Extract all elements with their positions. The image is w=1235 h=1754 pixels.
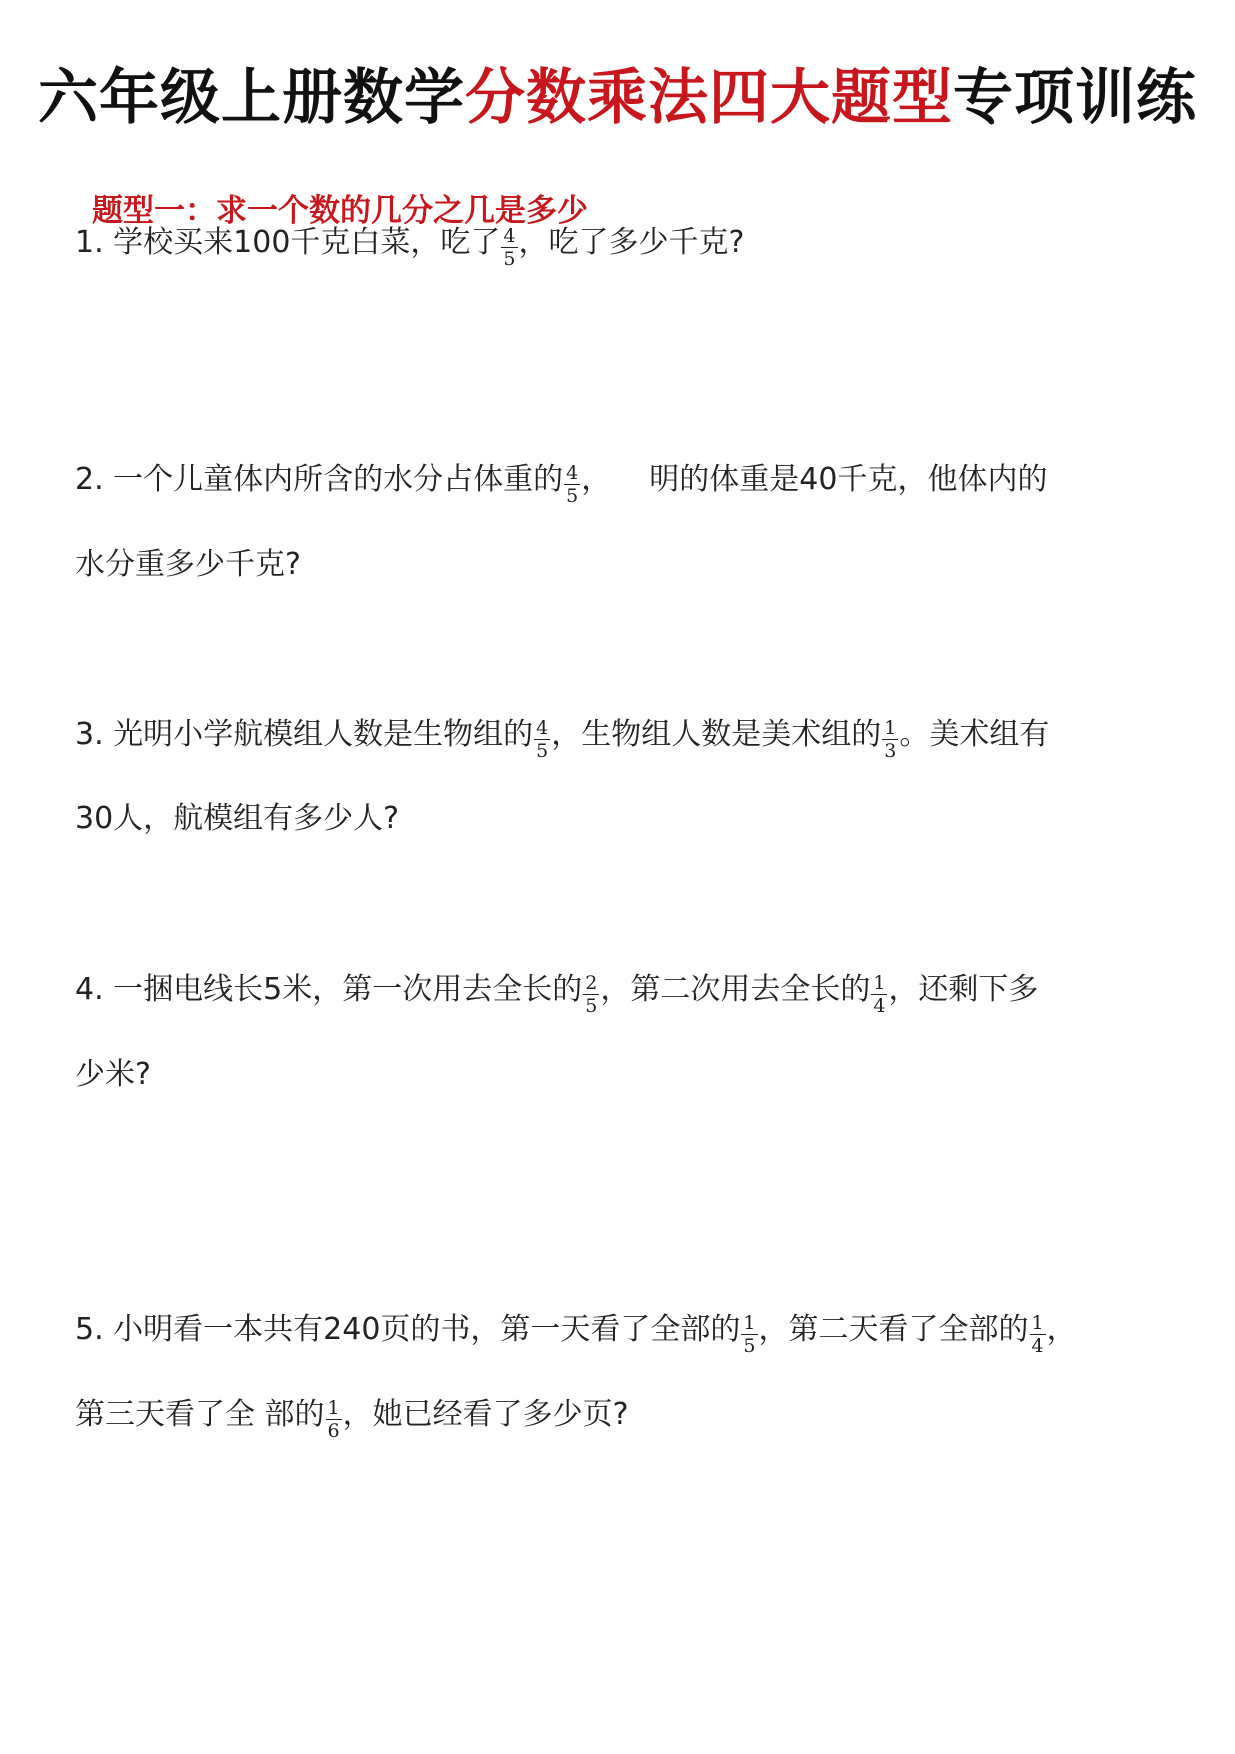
fraction-numerator: 4: [503, 225, 516, 247]
fraction-denominator: 6: [327, 1420, 340, 1442]
question-text: 30人，航模组有多少人?: [75, 801, 400, 836]
fraction-numerator: 1: [1031, 1312, 1044, 1334]
question-text: ，吃了多少千克?: [518, 225, 745, 260]
question-text: ，还剩下多: [888, 972, 1039, 1007]
page-title: [0, 58, 1235, 138]
question-5-line-2: [75, 1388, 629, 1442]
title-part-1: 六年级上册数学: [38, 63, 465, 133]
fraction: [501, 226, 517, 269]
fraction: [871, 973, 887, 1016]
fraction-denominator: 5: [566, 485, 579, 507]
fraction: [741, 1313, 757, 1356]
fraction-denominator: 4: [873, 995, 886, 1017]
question-5-line-1: [75, 1303, 1077, 1357]
fraction-numerator: 1: [873, 972, 886, 994]
question-3-line-1: [75, 708, 1049, 762]
fraction-denominator: 5: [536, 740, 549, 762]
question-text: 4. 一捆电线长5米，第一次用去全长的: [75, 972, 583, 1007]
question-text: 1. 学校买来100千克白菜，吃了: [75, 225, 501, 260]
fraction-numerator: 2: [585, 972, 598, 994]
question-text: ，第二次用去全长的: [600, 972, 871, 1007]
question-3-line-2: [75, 792, 399, 846]
question-text: ，: [1046, 1312, 1077, 1347]
question-2-line-2: [75, 538, 301, 592]
fraction: [1030, 1313, 1046, 1356]
fraction: [583, 973, 599, 1016]
fraction-numerator: 1: [743, 1312, 756, 1334]
fraction-denominator: 5: [503, 248, 516, 270]
fraction-denominator: 3: [884, 740, 897, 762]
question-text: ，生物组人数是美术组的: [551, 717, 882, 752]
fraction: [882, 718, 898, 761]
question-text: 5. 小明看一本共有240页的书，第一天看了全部的: [75, 1312, 741, 1347]
question-text: 少米?: [75, 1057, 151, 1092]
fraction-numerator: 1: [327, 1397, 340, 1419]
question-text: 水分重多少千克?: [75, 547, 301, 582]
question-text: 2. 一个儿童体内所含的水分占体重的: [75, 462, 564, 497]
question-4-line-1: [75, 963, 1038, 1017]
fraction-numerator: 1: [884, 717, 897, 739]
fraction-denominator: 5: [743, 1335, 756, 1357]
fraction-denominator: 5: [585, 995, 598, 1017]
fraction-numerator: 4: [566, 462, 579, 484]
fraction-numerator: 4: [536, 717, 549, 739]
fraction: [326, 1398, 342, 1441]
question-text: 第三天看了全 部的: [75, 1397, 325, 1432]
fraction: [564, 463, 580, 506]
question-text: ，她已经看了多少页?: [342, 1397, 629, 1432]
title-part-3: 专项训练: [953, 63, 1197, 133]
question-2-line-1: [75, 453, 1047, 507]
question-text: ，: [581, 462, 612, 497]
question-1-line-1: [75, 216, 744, 270]
title-part-2-highlight: 分数乘法四大题型: [465, 63, 953, 133]
section-heading-type-1: 题型一：求一个数的几分之几是多少: [92, 193, 588, 229]
question-4-line-2: [75, 1048, 151, 1102]
fraction: [534, 718, 550, 761]
question-text: 。美术组有: [899, 717, 1050, 752]
question-text: 3. 光明小学航模组人数是生物组的: [75, 717, 534, 752]
question-text: ，第二天看了全部的: [758, 1312, 1029, 1347]
fraction-denominator: 4: [1031, 1335, 1044, 1357]
question-text: 明的体重是40千克，他体内的: [649, 462, 1048, 497]
